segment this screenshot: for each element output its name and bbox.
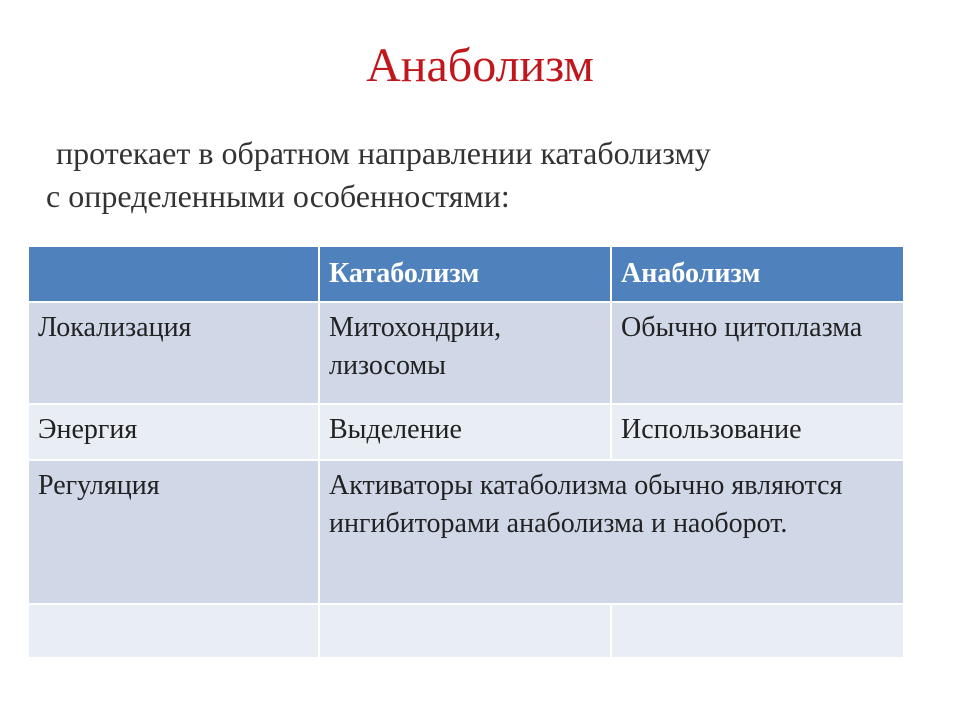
- table-row-energy: [28, 404, 904, 460]
- row-label: Локализация: [28, 302, 319, 404]
- subtitle-line-1: протекает в обратном направлении катаболизму: [56, 135, 711, 171]
- slide-subtitle: [46, 132, 946, 218]
- cell-catabolism: [319, 604, 611, 658]
- cell-catabolism: Митохондрии, лизосомы: [319, 302, 611, 404]
- table-header-row: [28, 246, 904, 302]
- table-row-localization: [28, 302, 904, 404]
- cell-merged-regulation: Активаторы катаболизма обычно являются ингибиторами анаболизма и наоборот.: [319, 460, 904, 604]
- header-cell-empty: [28, 246, 319, 302]
- row-label: Регуляция: [28, 460, 319, 604]
- row-label: [28, 604, 319, 658]
- cell-anabolism: Обычно цитоплазма: [611, 302, 904, 404]
- header-cell-catabolism: Катаболизм: [319, 246, 611, 302]
- comparison-table: [27, 245, 905, 659]
- cell-anabolism: Использование: [611, 404, 904, 460]
- row-label: Энергия: [28, 404, 319, 460]
- table-row-regulation: [28, 460, 904, 604]
- cell-catabolism: Выделение: [319, 404, 611, 460]
- slide-title: Анаболизм: [366, 39, 594, 92]
- header-cell-anabolism: Анаболизм: [611, 246, 904, 302]
- cell-anabolism: [611, 604, 904, 658]
- table-row-empty: [28, 604, 904, 658]
- subtitle-line-2: с определенными особенностями:: [46, 178, 510, 214]
